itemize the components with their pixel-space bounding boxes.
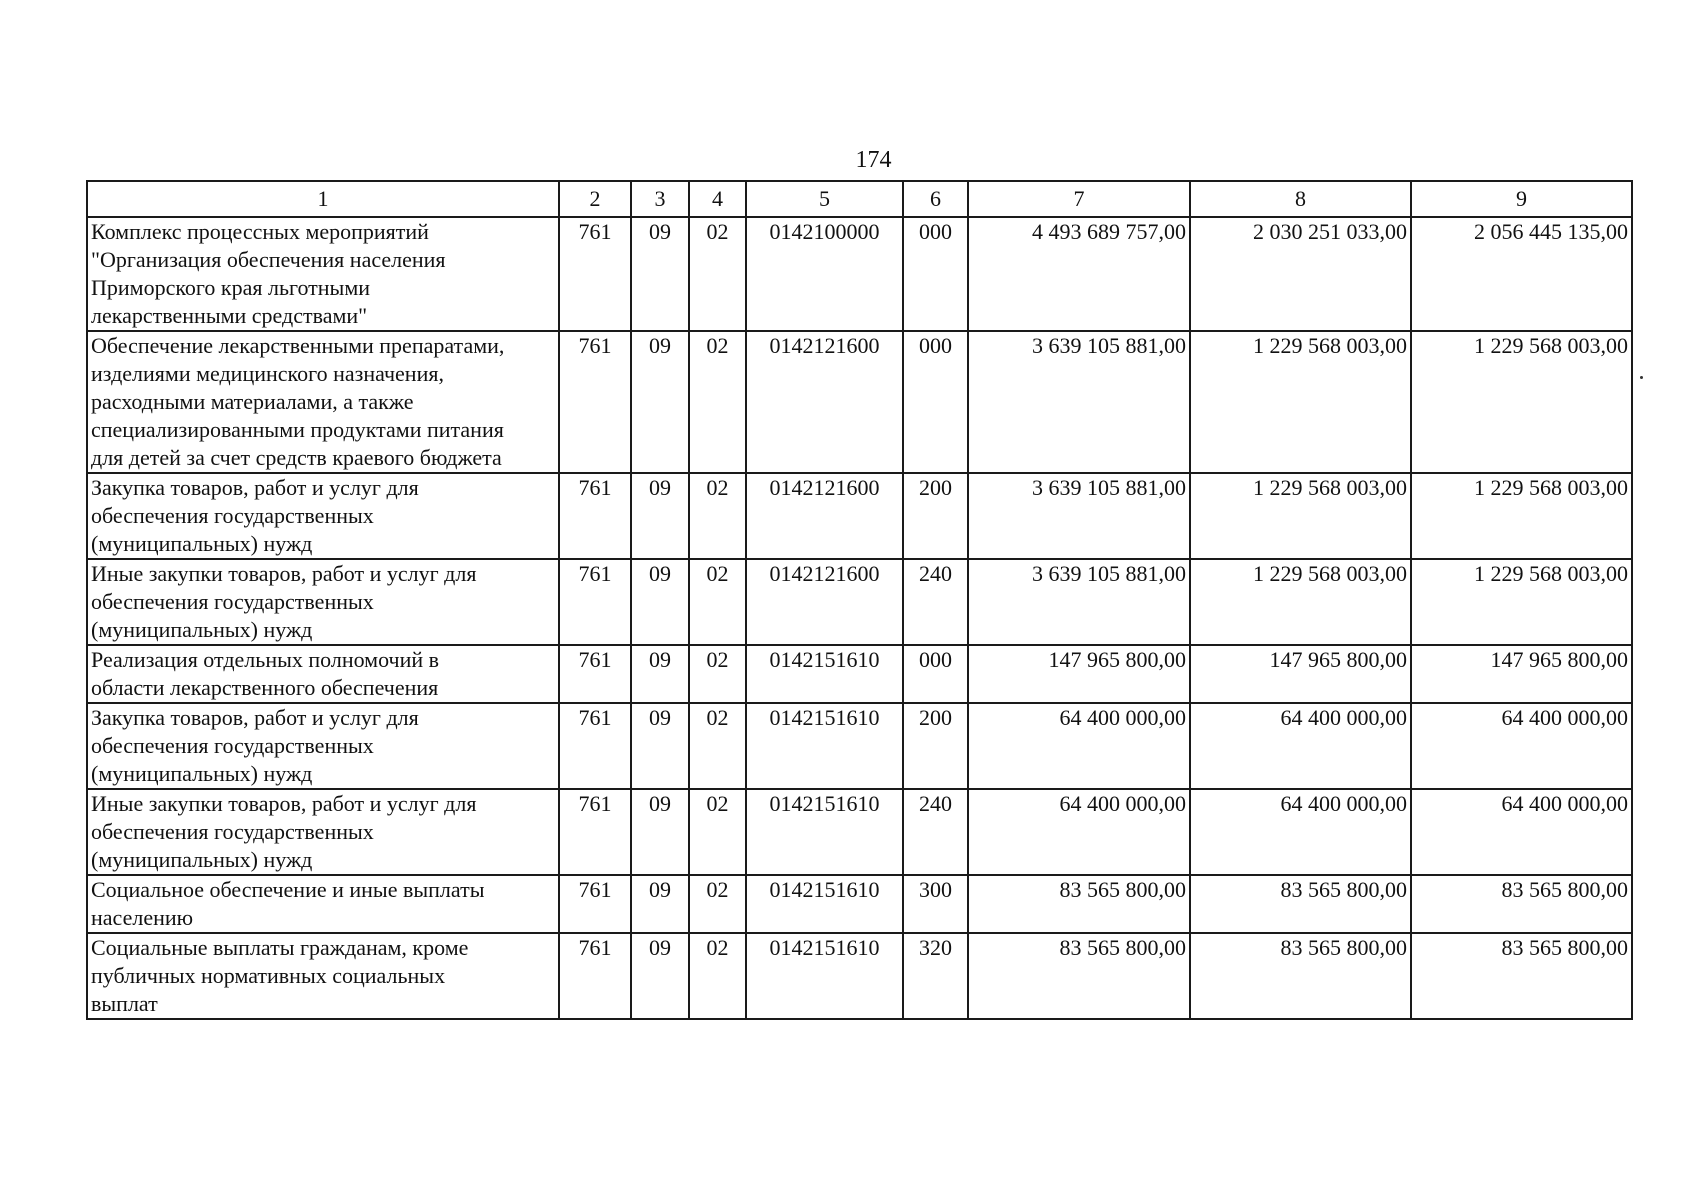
subsection-code: 02 [689,473,746,559]
subsection-code: 02 [689,217,746,331]
amount-col8: 83 565 800,00 [1190,875,1411,933]
amount-col9: 1 229 568 003,00 [1411,331,1632,473]
department-code: 761 [559,473,631,559]
column-header: 3 [631,181,689,217]
amount-col8: 147 965 800,00 [1190,645,1411,703]
column-header: 1 [87,181,559,217]
expense-type-code: 200 [903,473,968,559]
amount-col7: 147 965 800,00 [968,645,1190,703]
target-article-code: 0142151610 [746,703,903,789]
department-code: 761 [559,645,631,703]
amount-col9: 83 565 800,00 [1411,933,1632,1019]
table-row [87,331,1632,473]
department-code: 761 [559,933,631,1019]
department-code: 761 [559,875,631,933]
column-header: 8 [1190,181,1411,217]
column-header: 5 [746,181,903,217]
expense-type-code: 240 [903,789,968,875]
amount-col7: 3 639 105 881,00 [968,559,1190,645]
subsection-code: 02 [689,559,746,645]
table-row [87,217,1632,331]
amount-col9: 64 400 000,00 [1411,789,1632,875]
amount-col7: 3 639 105 881,00 [968,473,1190,559]
page-number: 174 [855,147,892,173]
section-code: 09 [631,703,689,789]
item-name: Комплекс процессных мероприятий "Организация обеспечения населения Приморского края льготными лекарственными средствами" [87,217,559,331]
amount-col8: 64 400 000,00 [1190,703,1411,789]
subsection-code: 02 [689,331,746,473]
column-header: 9 [1411,181,1632,217]
target-article-code: 0142151610 [746,875,903,933]
amount-col9: 147 965 800,00 [1411,645,1632,703]
item-name: Иные закупки товаров, работ и услуг для обеспечения государственных (муниципальных) нужд [87,559,559,645]
expense-type-code: 300 [903,875,968,933]
item-name: Обеспечение лекарственными препаратами, изделиями медицинского назначения, расходными материалами, а также специализированными продуктами питания для детей за счет средств краевого бюджета [87,331,559,473]
target-article-code: 0142121600 [746,473,903,559]
expense-type-code: 000 [903,217,968,331]
amount-col8: 1 229 568 003,00 [1190,473,1411,559]
section-code: 09 [631,933,689,1019]
amount-col7: 64 400 000,00 [968,789,1190,875]
amount-col9: 1 229 568 003,00 [1411,473,1632,559]
item-name: Иные закупки товаров, работ и услуг для обеспечения государственных (муниципальных) нужд [87,789,559,875]
target-article-code: 0142121600 [746,559,903,645]
amount-col7: 83 565 800,00 [968,933,1190,1019]
item-name: Социальное обеспечение и иные выплаты населению [87,875,559,933]
amount-col8: 1 229 568 003,00 [1190,559,1411,645]
table-row [87,559,1632,645]
subsection-code: 02 [689,703,746,789]
section-code: 09 [631,645,689,703]
item-name: Закупка товаров, работ и услуг для обеспечения государственных (муниципальных) нужд [87,473,559,559]
expense-type-code: 000 [903,331,968,473]
item-name: Социальные выплаты гражданам, кроме публичных нормативных социальных выплат [87,933,559,1019]
target-article-code: 0142151610 [746,933,903,1019]
scan-speck [1640,376,1643,379]
amount-col7: 3 639 105 881,00 [968,331,1190,473]
table-row [87,473,1632,559]
amount-col7: 83 565 800,00 [968,875,1190,933]
amount-col9: 83 565 800,00 [1411,875,1632,933]
table-row [87,645,1632,703]
expense-type-code: 240 [903,559,968,645]
table-row [87,703,1632,789]
amount-col7: 4 493 689 757,00 [968,217,1190,331]
section-code: 09 [631,331,689,473]
department-code: 761 [559,703,631,789]
column-number-row [87,181,1632,217]
amount-col8: 64 400 000,00 [1190,789,1411,875]
section-code: 09 [631,789,689,875]
amount-col8: 83 565 800,00 [1190,933,1411,1019]
department-code: 761 [559,217,631,331]
target-article-code: 0142151610 [746,789,903,875]
amount-col8: 1 229 568 003,00 [1190,331,1411,473]
budget-table [86,180,1633,1020]
column-header: 4 [689,181,746,217]
column-header: 2 [559,181,631,217]
item-name: Закупка товаров, работ и услуг для обеспечения государственных (муниципальных) нужд [87,703,559,789]
item-name: Реализация отдельных полномочий в области лекарственного обеспечения [87,645,559,703]
expense-type-code: 320 [903,933,968,1019]
target-article-code: 0142121600 [746,331,903,473]
subsection-code: 02 [689,875,746,933]
section-code: 09 [631,473,689,559]
subsection-code: 02 [689,789,746,875]
expense-type-code: 000 [903,645,968,703]
section-code: 09 [631,217,689,331]
amount-col9: 64 400 000,00 [1411,703,1632,789]
section-code: 09 [631,559,689,645]
subsection-code: 02 [689,645,746,703]
column-header: 7 [968,181,1190,217]
expense-type-code: 200 [903,703,968,789]
section-code: 09 [631,875,689,933]
column-header: 6 [903,181,968,217]
department-code: 761 [559,559,631,645]
table-row [87,789,1632,875]
amount-col7: 64 400 000,00 [968,703,1190,789]
amount-col8: 2 030 251 033,00 [1190,217,1411,331]
amount-col9: 2 056 445 135,00 [1411,217,1632,331]
table-row [87,875,1632,933]
table-row [87,933,1632,1019]
target-article-code: 0142100000 [746,217,903,331]
target-article-code: 0142151610 [746,645,903,703]
department-code: 761 [559,331,631,473]
department-code: 761 [559,789,631,875]
amount-col9: 1 229 568 003,00 [1411,559,1632,645]
subsection-code: 02 [689,933,746,1019]
